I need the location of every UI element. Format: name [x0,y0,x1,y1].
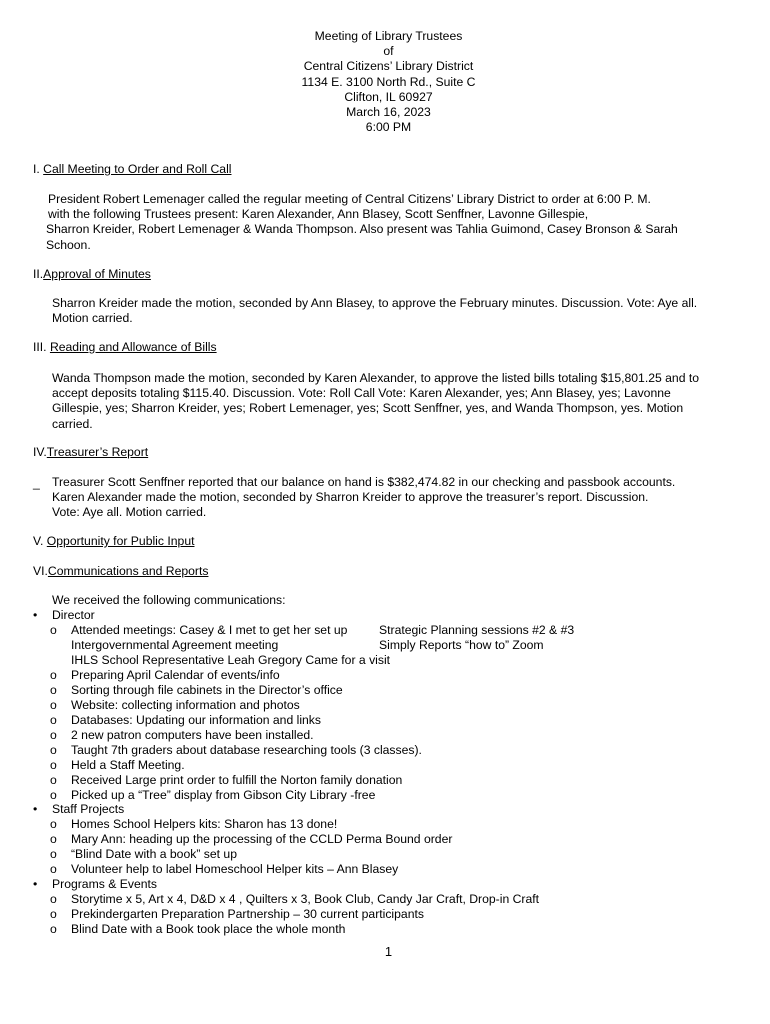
section-title: Opportunity for Public Input [46,534,195,548]
director-label: Director [52,608,95,622]
programs-label: Programs & Events [52,877,157,891]
sub-bullet-icon: o [50,907,57,921]
communications-intro: We received the following communications: [52,593,286,607]
sub-bullet-icon: o [50,623,57,637]
staff-label: Staff Projects [52,802,125,816]
bullet-icon: • [33,608,38,622]
sub-bullet-icon: o [50,773,57,787]
header-of: of [383,44,394,59]
list-item-text: Databases: Updating our information and links [71,713,321,727]
list-item-text: Picked up a “Tree” display from Gibson City Library -free [71,788,376,802]
sub-bullet-icon: o [50,892,57,906]
sub-bullet-icon: o [50,668,57,682]
section-body-4 [52,475,675,521]
section-number: V. [33,534,44,548]
meetings-left: Intergovernmental Agreement meeting [71,638,279,652]
sub-bullet-icon: o [50,788,57,802]
text-line: Gillespie, yes; Sharron Kreider, yes; Robert Lemenager, yes; Scott Senffner, yes, and Wanda Thompson, yes. Motion [52,401,684,416]
sub-bullet-icon: o [50,922,57,936]
section-heading-3 [33,340,217,354]
text-line: carried. [52,416,93,431]
section-title: Approval of Minutes [43,267,151,281]
section-body-2 [52,296,697,326]
text-line: Motion carried. [52,311,133,326]
section-body-1 [48,192,678,253]
section-number: VI. [33,564,48,578]
list-item-text: Sorting through file cabinets in the Director’s office [71,683,343,697]
text-line: Sharron Kreider made the motion, seconded by Ann Blasey, to approve the February minutes. Discussion. Vote: Aye all. [52,296,698,310]
list-item-text: 2 new patron computers have been installed. [71,728,314,742]
text-line: President Robert Lemenager called the regular meeting of Central Citizens’ Library District to order at 6:00 P. M. [48,192,651,206]
section-body-3 [52,371,699,432]
sub-bullet-icon: o [50,862,57,876]
sub-bullet-icon: o [50,683,57,697]
section-heading-6 [33,564,208,578]
section-heading-5 [33,534,194,548]
list-item-text: “Blind Date with a book” set up [71,847,237,861]
document-header [0,29,770,135]
text-line: Sharron Kreider, Robert Lemenager & Wanda Thompson. Also present was Tahlia Guimond, Casey Bronson & Sarah [46,222,678,237]
page-number: 1 [384,944,393,959]
section-number: IV. [33,445,47,459]
bullet-icon: • [33,802,38,816]
list-item-text: Preparing April Calendar of events/info [71,668,280,682]
section-title: Call Meeting to Order and Roll Call [43,162,232,176]
meetings-left: Attended meetings: Casey & I met to get her set up [71,623,348,637]
list-item-text: Held a Staff Meeting. [71,758,185,772]
text-line: Wanda Thompson made the motion, seconded by Karen Alexander, to approve the listed bills totaling $15,801.25 and to [52,371,700,385]
header-city: Clifton, IL 60927 [344,89,433,104]
list-item-text: Received Large print order to fulfill the Norton family donation [71,773,403,787]
list-item-text: Storytime x 5, Art x 4, D&D x 4 , Quilters x 3, Book Club, Candy Jar Craft, Drop-in Craft [71,892,540,906]
sub-bullet-icon: o [50,817,57,831]
header-time: 6:00 PM [365,120,412,135]
list-item-text: Prekindergarten Preparation Partnership – 30 current participants [71,907,424,921]
section-title: Treasurer’s Report [46,445,149,459]
list-item-text: Website: collecting information and photos [71,698,300,712]
header-title: Meeting of Library Trustees [314,29,463,43]
sub-bullet-icon: o [50,713,57,727]
list-item-text: Mary Ann: heading up the processing of the CCLD Perma Bound order [71,832,453,846]
header-organization: Central Citizens’ Library District [303,59,474,74]
sub-bullet-icon: o [50,728,57,742]
bullet-icon: • [33,877,38,891]
text-line: Karen Alexander made the motion, seconded by Sharron Kreider to approve the treasurer’s report. Discussion. [52,490,649,505]
sub-bullet-icon: o [50,743,57,757]
text-line: with the following Trustees present: Karen Alexander, Ann Blasey, Scott Senffner, Lavonne Gillespie, [48,207,589,222]
list-item-text: Taught 7th graders about database researching tools (3 classes). [71,743,422,757]
meetings-right: Simply Reports “how to” Zoom [379,638,544,652]
section-heading-1 [33,162,231,176]
meetings-line: IHLS School Representative Leah Gregory Came for a visit [71,653,391,667]
list-item-text: Volunteer help to label Homeschool Helper kits – Ann Blasey [71,862,399,876]
section-title: Reading and Allowance of Bills [49,340,217,354]
text-line: Treasurer Scott Senffner reported that our balance on hand is $382,474.82 in our checking and passbook accounts. [52,475,676,489]
section-number: III. [33,340,47,354]
sub-bullet-icon: o [50,832,57,846]
list-item-text: Homes School Helpers kits: Sharon has 13 done! [71,817,338,831]
text-line: accept deposits totaling $115.40. Discussion. Vote: Roll Call Vote: Karen Alexander, yes; Ann Blasey, yes; Lavonne [52,386,671,401]
sub-bullet-icon: o [50,847,57,861]
section-heading-4 [33,445,148,459]
section-heading-2 [33,267,151,281]
meetings-right: Strategic Planning sessions #2 & #3 [379,623,575,637]
section-number: I. [33,162,40,176]
stray-underscore: _ [33,476,40,490]
header-address: 1134 E. 3100 North Rd., Suite C [301,74,476,89]
header-date: March 16, 2023 [346,105,431,120]
sub-bullet-icon: o [50,758,57,772]
text-line: Schoon. [46,237,91,252]
section-title: Communications and Reports [47,564,209,578]
sub-bullet-icon: o [50,698,57,712]
section-number: II. [33,267,44,281]
text-line: Vote: Aye all. Motion carried. [52,505,207,520]
list-item-text: Blind Date with a Book took place the whole month [71,922,346,936]
